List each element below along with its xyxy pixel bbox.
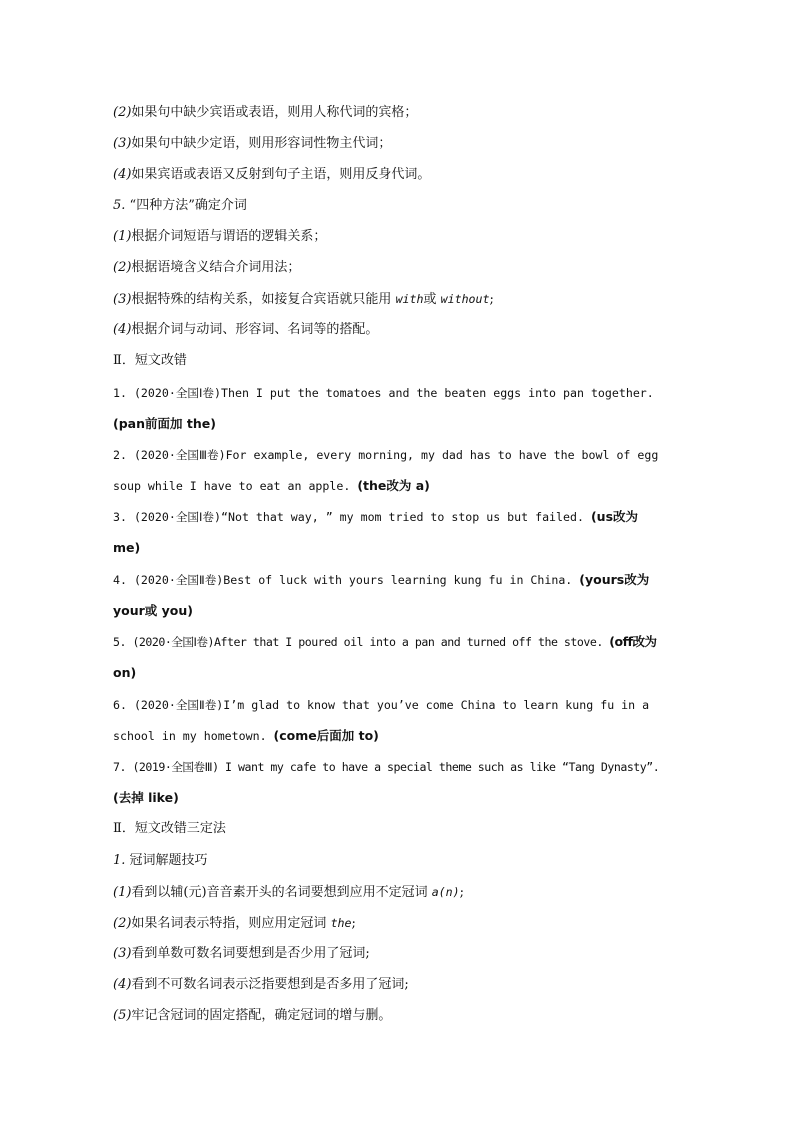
rule-number: (3) <box>113 136 132 151</box>
item-4-line-1: 4. (2020·全国Ⅱ卷)Best of luck with yours learning kung fu in China. (yours改为 <box>113 572 650 587</box>
article-rule-1: (1)看到以辅(元)音音素开头的名词要想到应用不定冠词 a(n); <box>113 885 465 900</box>
article-rule-4: (4)看到不可数名词表示泛指要想到是否多用了冠词; <box>113 977 409 992</box>
pronoun-rule-3 <box>113 134 683 154</box>
item-7-line-1: 7. (2019·全国卷Ⅲ) I want my cafe to have a special theme such as like “Tang Dynasty”. <box>113 760 660 774</box>
pronoun-rule-4 <box>113 165 683 185</box>
answer: (the改为 a) <box>357 478 430 493</box>
section-5-heading <box>113 196 683 216</box>
prep-rule-4: (4)根据介词与动词、形容词、名词等的搭配。 <box>113 322 379 337</box>
rule-number: (2) <box>113 105 132 120</box>
article-rule-5: (5)牢记含冠词的固定搭配，确定冠词的增与删。 <box>113 1008 392 1023</box>
answer: (us改为 <box>590 509 639 524</box>
answer: (come后面加 to) <box>273 728 379 743</box>
section-1-heading <box>113 851 683 871</box>
section-title: 冠词解题技巧 <box>129 853 208 868</box>
rule-text: 如果句中缺少定语，则用形容词性物主代词； <box>131 136 392 151</box>
answer: your或 you) <box>113 603 193 618</box>
heading-three-methods: Ⅱ．短文改错三定法 <box>113 821 226 836</box>
article-rule-2: (2)如果名词表示特指，则应用定冠词 the; <box>113 916 356 931</box>
rule-text: 如果句中缺少宾语或表语，则用人称代词的宾格； <box>131 105 418 120</box>
item-1-line-2 <box>113 414 683 434</box>
item-1-line-1: 1. (2020·全国Ⅰ卷)Then I put the tomatoes and the beaten eggs into pan together. <box>113 386 654 400</box>
item-3-line-2 <box>113 538 683 558</box>
answer: (yours改为 <box>579 572 650 587</box>
rule-number: (4) <box>113 167 132 182</box>
answer: on) <box>113 665 137 680</box>
item-2-line-2: soup while I have to eat an apple. (the改为 a) <box>113 478 430 493</box>
heading-error-correction: Ⅱ．短文改错 <box>113 353 187 368</box>
item-5-line-1: 5. (2020·全国Ⅰ卷)After that I poured oil into a pan and turned off the stove. (off改为 <box>113 634 657 649</box>
rule-text: 如果宾语或表语又反射到句子主语，则用反身代词。 <box>131 167 431 182</box>
answer: (off改为 <box>609 634 657 649</box>
item-5-line-2 <box>113 663 683 683</box>
section-number: 1. <box>113 853 126 868</box>
item-6-line-2: school in my hometown. (come后面加 to) <box>113 728 379 743</box>
prep-rule-2: (2)根据语境含义结合介词用法； <box>113 260 301 275</box>
answer: (去掉 like) <box>113 790 179 805</box>
section-number: 5. <box>113 198 126 213</box>
answer: me) <box>113 540 141 555</box>
item-4-line-2 <box>113 601 683 621</box>
prep-rule-3: (3)根据特殊的结构关系，如接复合宾语就只能用 with或 without; <box>113 292 494 307</box>
item-7-line-2 <box>113 788 683 808</box>
answer: (pan前面加 the) <box>113 416 216 431</box>
item-6-line-1: 6. (2020·全国Ⅱ卷)I’m glad to know that you’ve come China to learn kung fu in a <box>113 698 650 712</box>
prep-rule-1: (1)根据介词短语与谓语的逻辑关系； <box>113 229 327 244</box>
article-rule-3: (3)看到单数可数名词要想到是否少用了冠词; <box>113 946 370 961</box>
pronoun-rule-2 <box>113 103 683 123</box>
item-2-line-1: 2. (2020·全国Ⅲ卷)For example, every morning, my dad has to have the bowl of egg <box>113 448 659 462</box>
section-title: “四种方法”确定介词 <box>129 198 247 213</box>
item-3-line-1: 3. (2020·全国Ⅰ卷)“Not that way, ” my mom tried to stop us but failed. (us改为 <box>113 509 639 524</box>
